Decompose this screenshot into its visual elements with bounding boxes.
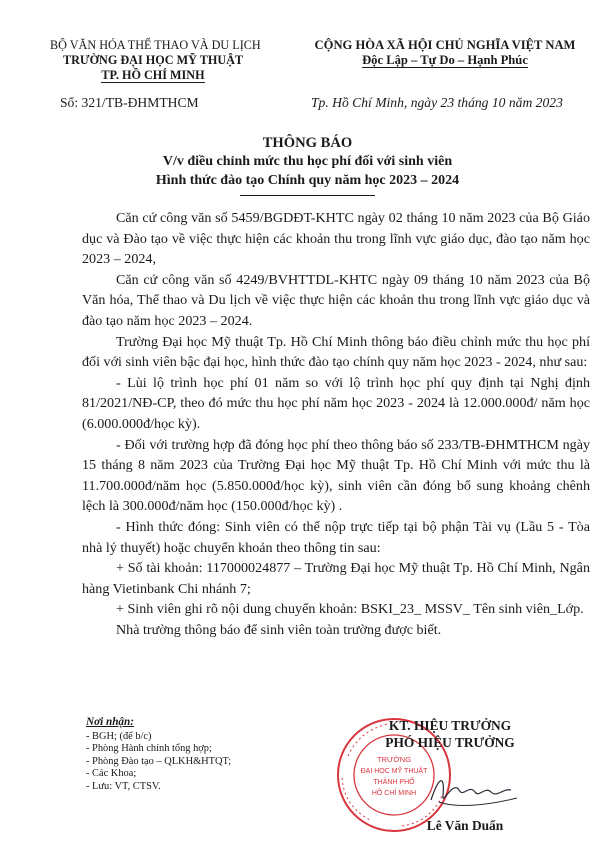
issuer-school: TRƯỜNG ĐẠI HỌC MỸ THUẬT [62, 53, 244, 67]
signature-title-2: PHÓ HIỆU TRƯỞNG [385, 735, 515, 750]
document-number: Số: 321/TB-ĐHMTHCM [60, 95, 199, 110]
recipient-item: - Phòng Đào tạo – QLKH&HTQT; [86, 755, 232, 767]
stamp-line: ĐẠI HỌC MỸ THUẬT [360, 768, 428, 775]
national-motto: Độc Lập – Tự Do – Hạnh Phúc [362, 53, 528, 67]
document-body [82, 208, 590, 640]
paragraph-legal-basis-1: Căn cứ công văn số 5459/BGDĐT-KHTC ngày 02 tháng 10 năm 2023 của Bộ Giáo dục và Đào tạo về việc thực hiện các khoản thu trong lĩnh vực giáo dục, đào tạo năm học 2023 – 2024, [82, 210, 590, 268]
recipient-item: - Các Khoa; [86, 768, 137, 780]
recipients-block [86, 716, 231, 794]
document-title: THÔNG BÁO [262, 135, 353, 151]
recipient-item: - Lưu: VT, CTSV. [86, 780, 161, 792]
national-header [311, 38, 579, 68]
document-subject-line1: V/v điều chỉnh mức thu học phí đối với sinh viên [162, 154, 453, 169]
recipient-item: - Phòng Hành chính tổng hợp; [86, 743, 212, 755]
national-title: CỘNG HÒA XÃ HỘI CHỦ NGHĨA VIỆT NAM [314, 38, 576, 52]
handwritten-signature [425, 770, 525, 815]
paragraph-closing: Nhà trường thông báo để sinh viên toàn trường được biết. [116, 621, 442, 638]
recipients-heading: Nơi nhận: [86, 716, 134, 728]
issuer-ministry: BỘ VĂN HÓA THỂ THAO VÀ DU LỊCH [50, 38, 261, 52]
recipient-item: - BGH; (để b/c) [86, 730, 152, 742]
paragraph-legal-basis-2: Căn cứ công văn số 4249/BVHTTDL-KHTC ngày 09 tháng 10 năm 2023 của Bộ Văn hóa, Thể thao và Du lịch về việc thực hiện các khoản thu trong lĩnh vực giáo dục và đào tạo năm học 2023 – 2024. [82, 271, 590, 329]
signer-name: Lê Văn Duẩn [426, 818, 504, 833]
document-subject-line2: Hình thức đào tạo Chính quy năm học 2023 – 2024 [155, 173, 460, 188]
paragraph-transfer-content: + Sinh viên ghi rõ nội dung chuyển khoản: BSKI_23_ MSSV_ Tên sinh viên_Lớp. [116, 601, 584, 618]
place-date: Tp. Hồ Chí Minh, ngày 23 tháng 10 năm 2023 [311, 95, 563, 110]
stamp-line: THÀNH PHỐ [373, 779, 415, 786]
paragraph-fee-roadmap: - Lùi lộ trình học phí 01 năm so với lộ trình học phí quy định tại Nghị định 81/2021/NĐ-CP, theo đó mức thu học phí năm học 2023 - 2024 là 12.000.000đ/ năm học (6.000.000đ/học kỳ). [82, 374, 590, 432]
stamp-line: TRƯỜNG [376, 755, 412, 764]
signature-title-1: KT. HIỆU TRƯỞNG [388, 718, 512, 733]
issuer-city: TP. HỒ CHÍ MINH [101, 68, 205, 82]
paragraph-bank-account: + Số tài khoản: 117000024877 – Trường Đại học Mỹ thuật Tp. Hồ Chí Minh, Ngân hàng Vietinbank Chi nhánh 7; [82, 560, 590, 597]
paragraph-fee-difference: - Đối với trường hợp đã đóng học phí theo thông báo số 233/TB-ĐHMTHCM ngày 15 tháng 8 năm 2023 của Trường Đại học Mỹ thuật Tp. Hồ Chí Minh với mức thu là 11.700.000đ/năm học (5.850.000đ/học kỳ), sinh viên cần đóng bổ sung khoảng chênh lệch là 300.000đ/năm học (150.000đ/học kỳ) . [82, 436, 590, 515]
stamp-line: HỒ CHÍ MINH [371, 790, 417, 797]
title-divider [240, 195, 375, 196]
paragraph-announcement: Trường Đại học Mỹ thuật Tp. Hồ Chí Minh thông báo điều chỉnh mức thu học phí đối với sinh viên bậc đại học, hình thức đào tạo chính quy năm học 2023 - 2024, như sau: [82, 333, 590, 371]
issuer-block [50, 38, 261, 83]
paragraph-payment-method: - Hình thức đóng: Sinh viên có thể nộp trực tiếp tại bộ phận Tài vụ (Lầu 5 - Tòa nhà lý thuyết) hoặc chuyển khoản theo thông tin sau: [82, 518, 590, 556]
